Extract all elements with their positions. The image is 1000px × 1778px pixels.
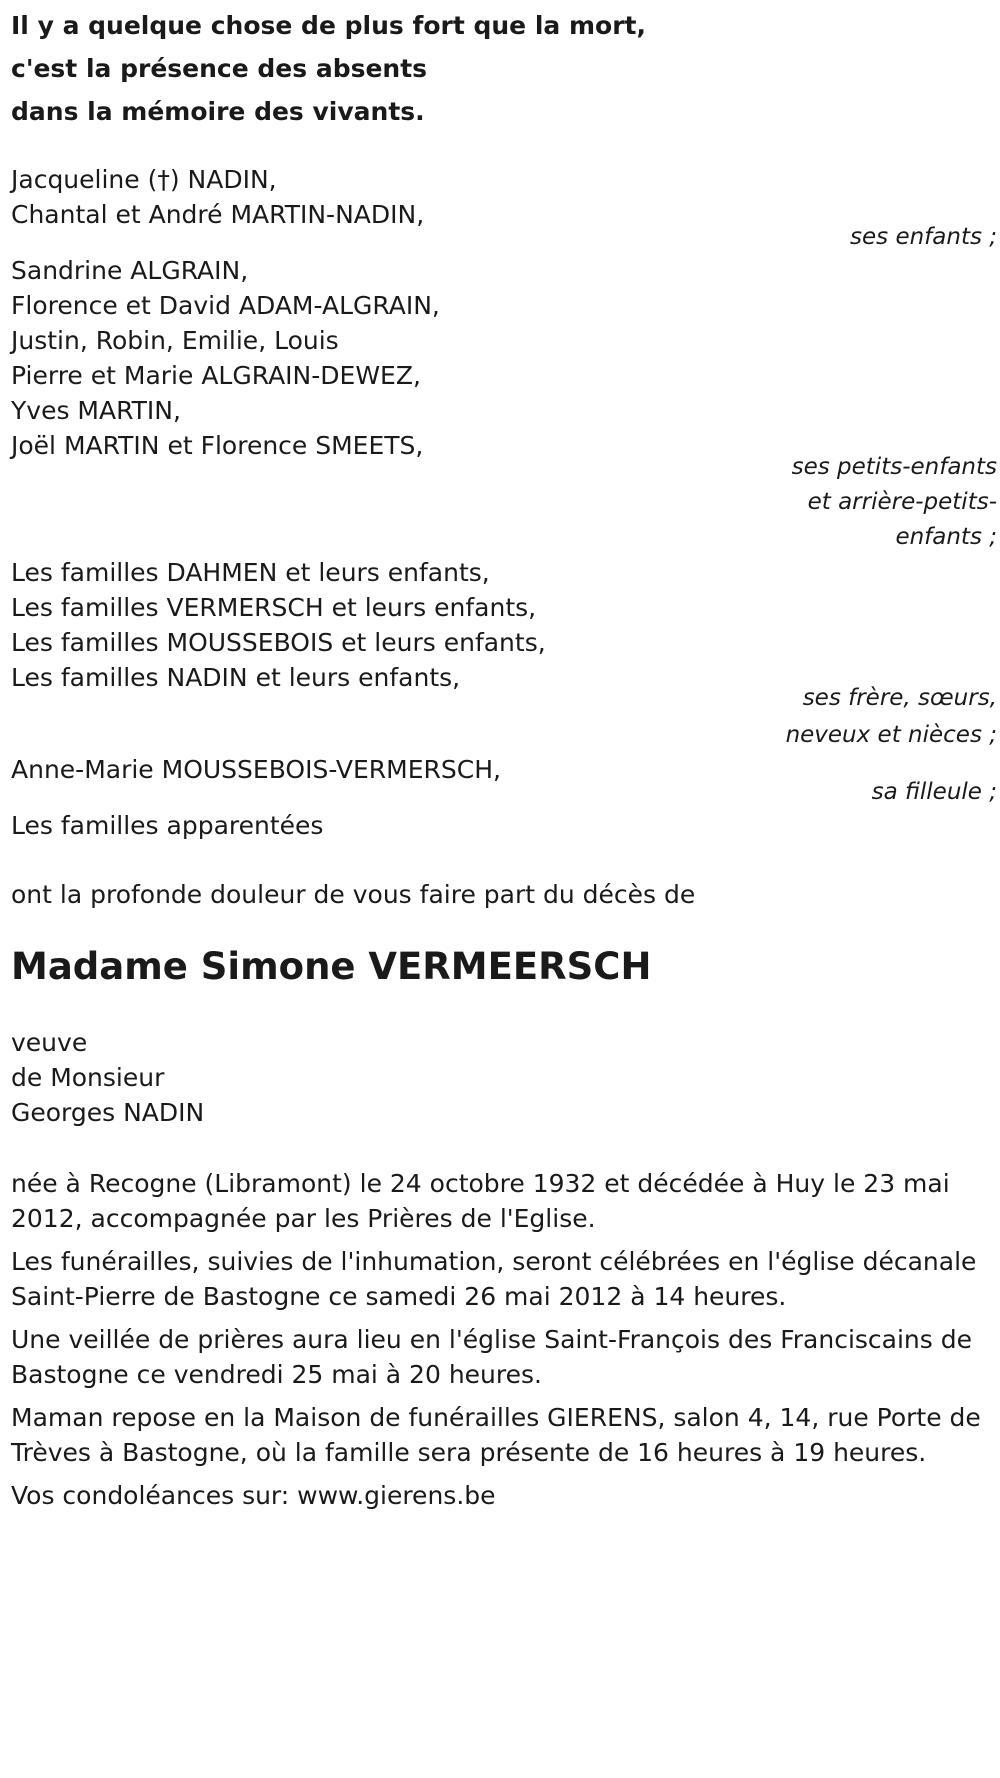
quote-line: c'est la présence des absents [11,54,428,83]
relation-line: ses frère, sœurs, [802,685,997,711]
family-line: Justin, Robin, Emilie, Louis [11,326,339,355]
details-block [11,1166,986,1513]
quote-line: Il y a quelque chose de plus fort que la mort, [11,11,646,40]
family-line: Les familles VERMERSCH et leurs enfants, [11,593,537,622]
widow-line: Georges NADIN [11,1098,205,1127]
family-group-siblings [11,555,546,695]
family-line: Les familles DAHMEN et leurs enfants, [11,558,490,587]
family-line: Yves MARTIN, [11,396,181,425]
family-line: Les familles apparentées [11,811,324,840]
relation-siblings [11,680,997,754]
family-line: Anne-Marie MOUSSEBOIS-VERMERSCH, [11,755,501,784]
family-line: Les familles NADIN et leurs enfants, [11,663,461,692]
condolences-paragraph: Vos condoléances sur: www.gierens.be [11,1481,496,1510]
relation-line: et arrière-petits- [807,489,997,515]
widow-block [11,1025,204,1130]
announcement: ont la profonde douleur de vous faire part du décès de [11,880,696,909]
quote-line: dans la mémoire des vivants. [11,97,425,126]
deceased-name: Madame Simone VERMEERSCH [11,945,652,988]
relation-goddaughter: sa filleule ; [871,779,997,805]
widow-line: veuve [11,1028,88,1057]
birth-death-paragraph: née à Recogne (Libramont) le 24 octobre 1932 et décédée à Huy le 23 mai 2012, accompagnée par les Prières de l'Eglise. [11,1169,950,1233]
family-line: Jacqueline (†) NADIN, [11,165,277,194]
relation-line: ses petits-enfants [791,454,997,480]
relation-line: neveux et nièces ; [785,722,997,748]
relation-children: ses enfants ; [850,224,997,250]
family-line: Joël MARTIN et Florence SMEETS, [11,431,424,460]
family-line: Florence et David ADAM-ALGRAIN, [11,291,440,320]
family-line: Sandrine ALGRAIN, [11,256,249,285]
relation-line: enfants ; [895,524,997,550]
funeral-paragraph: Les funérailles, suivies de l'inhumation, seront célébrées en l'église décanale Saint-Pierre de Bastogne ce samedi 26 mai 2012 à 14 heures. [11,1247,977,1311]
visitation-paragraph: Maman repose en la Maison de funérailles GIERENS, salon 4, 14, rue Porte de Trèves à Bastogne, où la famille sera présente de 16 heures à 19 heures. [11,1403,981,1467]
family-line: Chantal et André MARTIN-NADIN, [11,200,425,229]
quote-block [11,4,646,133]
family-group-grandchildren [11,253,440,463]
family-line: Les familles MOUSSEBOIS et leurs enfants, [11,628,546,657]
widow-line: de Monsieur [11,1063,165,1092]
family-line: Pierre et Marie ALGRAIN-DEWEZ, [11,361,421,390]
vigil-paragraph: Une veillée de prières aura lieu en l'église Saint-François des Franciscains de Bastogne ce vendredi 25 mai à 20 heures. [11,1325,972,1389]
family-group-relatives [11,808,323,843]
relation-grandchildren [11,450,997,555]
